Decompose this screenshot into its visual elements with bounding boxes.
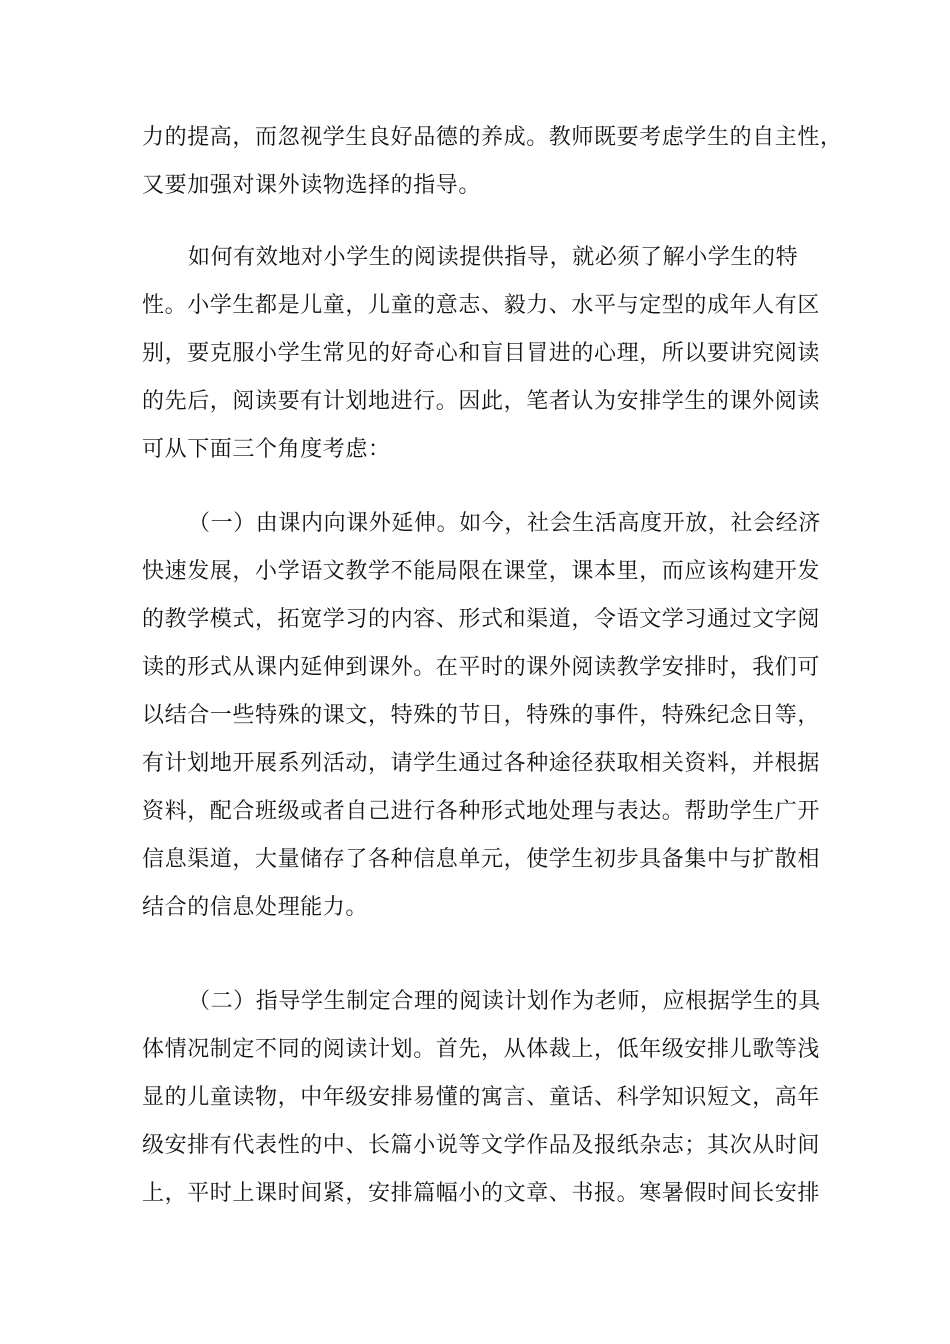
text-line: 别，要克服小学生常见的好奇心和盲目冒进的心理，所以要讲究阅读	[142, 341, 821, 366]
text-line: 有计划地开展系列活动，请学生通过各种途径获取相关资料，并根据	[142, 751, 821, 776]
text-line: 以结合一些特殊的课文，特殊的节日，特殊的事件，特殊纪念日等，	[142, 703, 821, 728]
text-line: 信息渠道，大量储存了各种信息单元，使学生初步具备集中与扩散相	[142, 847, 821, 872]
text-line: 级安排有代表性的中、长篇小说等文学作品及报纸杂志；其次从时间	[142, 1133, 821, 1158]
text-line: 显的儿童读物，中年级安排易懂的寓言、童话、科学知识短文，高年	[142, 1085, 821, 1110]
paragraph-section-two	[142, 978, 822, 1218]
text-line: 如何有效地对小学生的阅读提供指导，就必须了解小学生的特	[188, 245, 799, 270]
text-line: 快速发展，小学语文教学不能局限在课堂，课本里，而应该构建开发	[142, 559, 821, 584]
paragraph-continuation	[142, 114, 843, 210]
text-line: 体情况制定不同的阅读计划。首先，从体裁上，低年级安排儿歌等浅	[142, 1037, 821, 1062]
text-line: 的先后，阅读要有计划地进行。因此，笔者认为安排学生的课外阅读	[142, 389, 821, 414]
text-line: 可从下面三个角度考虑：	[142, 437, 391, 462]
text-line: 读的形式从课内延伸到课外。在平时的课外阅读教学安排时，我们可	[142, 655, 821, 680]
text-line: 结合的信息处理能力。	[142, 895, 369, 920]
paragraph-section-one	[142, 500, 822, 932]
text-line: （一）由课内向课外延伸。如今，社会生活高度开放，社会经济	[188, 511, 821, 536]
text-line: 性。小学生都是儿童，儿童的意志、毅力、水平与定型的成年人有区	[142, 293, 821, 318]
text-line: 资料，配合班级或者自己进行各种形式地处理与表达。帮助学生广开	[142, 799, 821, 824]
paragraph-reading-guidance	[142, 234, 822, 474]
text-line: （二）指导学生制定合理的阅读计划作为老师，应根据学生的具	[188, 989, 821, 1014]
text-line: 的教学模式，拓宽学习的内容、形式和渠道，令语文学习通过文字阅	[142, 607, 821, 632]
text-line: 上，平时上课时间紧，安排篇幅小的文章、书报。寒暑假时间长安排	[142, 1181, 821, 1206]
text-line: 力的提高，而忽视学生良好品德的养成。教师既要考虑学生的自主性，	[142, 125, 843, 150]
text-line: 又要加强对课外读物选择的指导。	[142, 173, 482, 198]
